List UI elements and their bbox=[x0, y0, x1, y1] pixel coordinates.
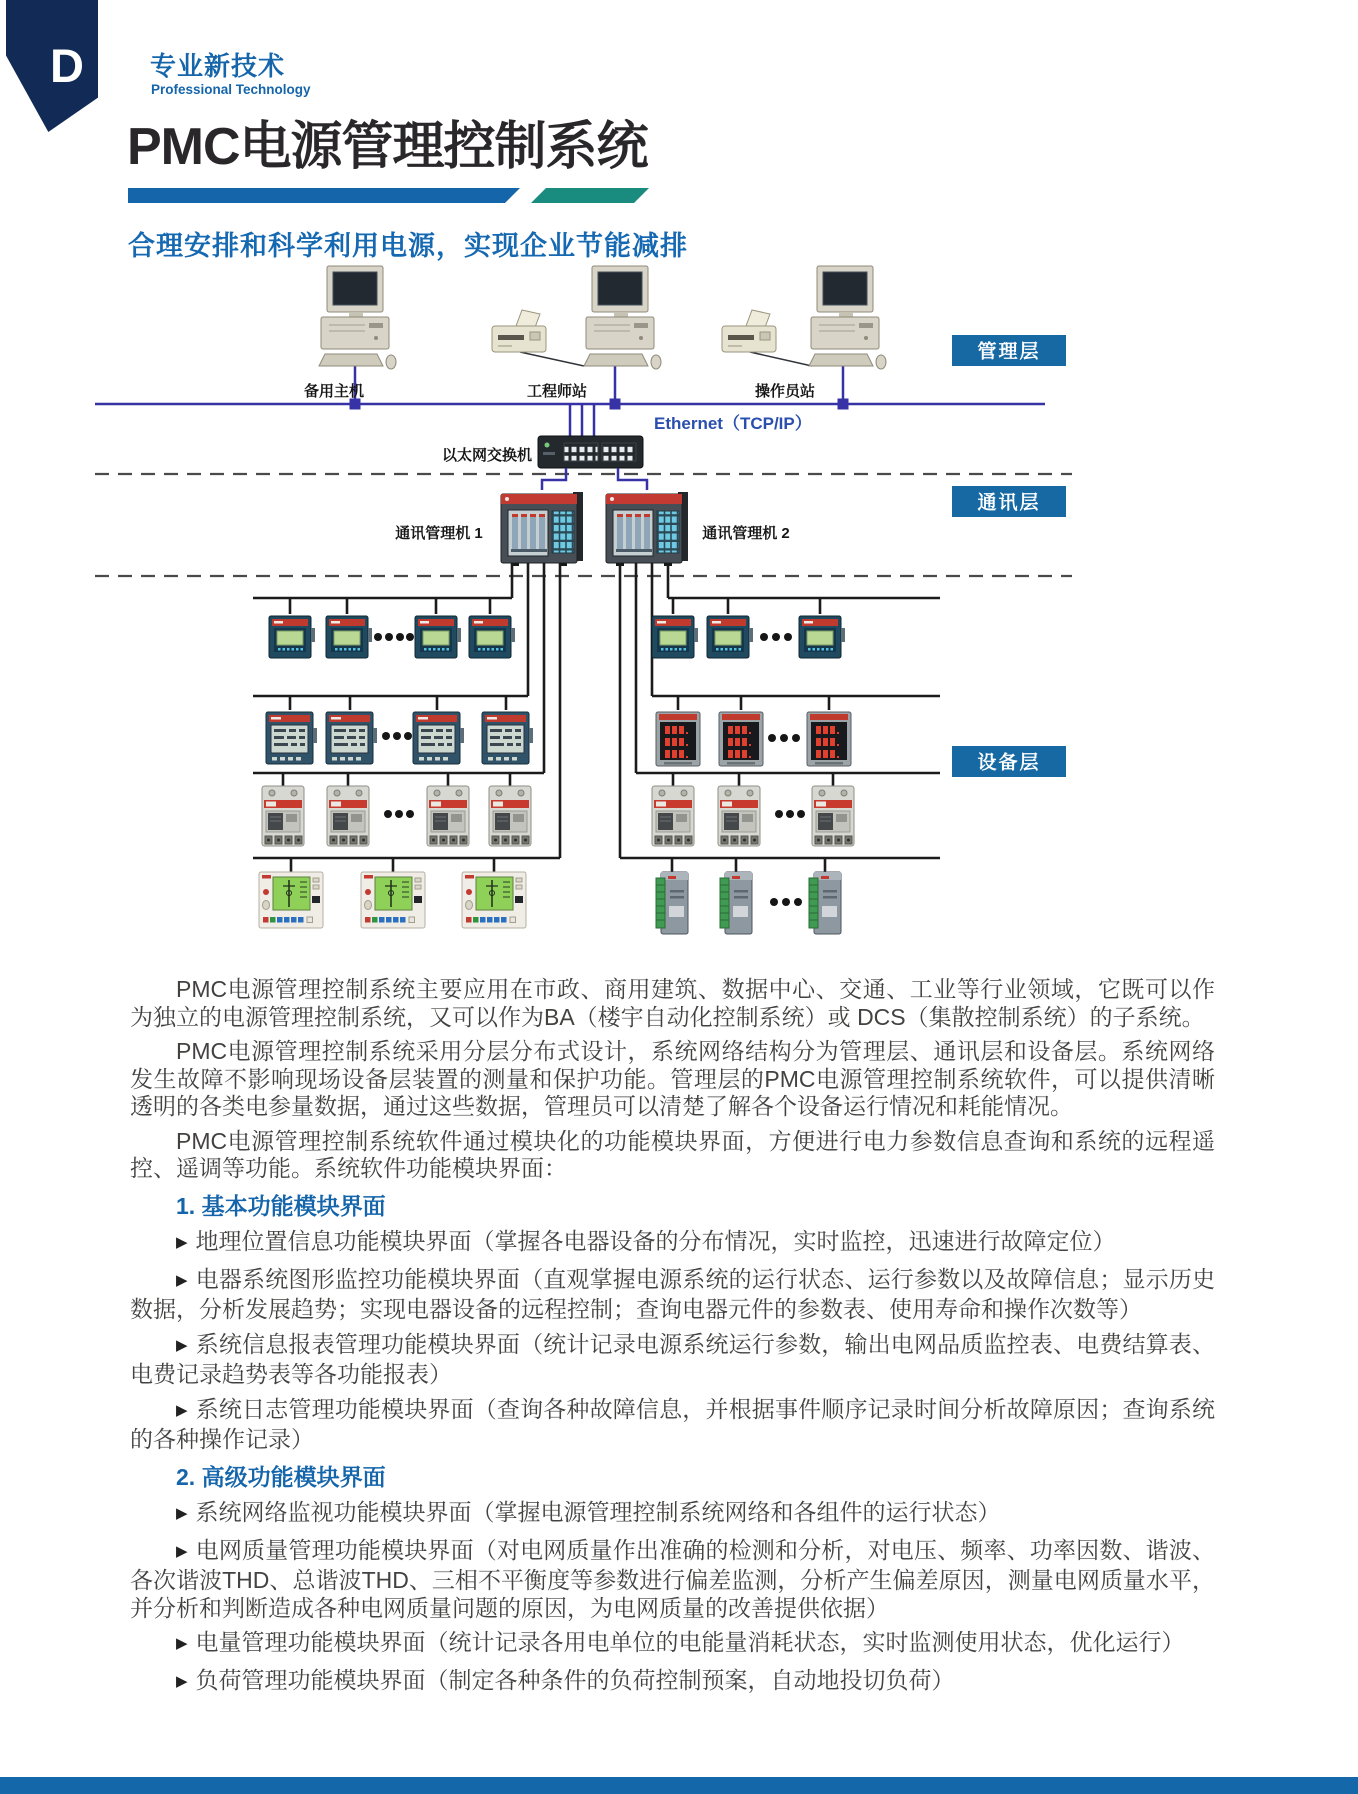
protection-relay-icon bbox=[462, 872, 526, 928]
triangle-bullet-icon: ▶ bbox=[176, 1672, 188, 1690]
management-layer bbox=[95, 266, 1045, 468]
printer-icon bbox=[492, 310, 546, 352]
layer-badges bbox=[952, 335, 1066, 777]
circuit-breaker-icon bbox=[718, 786, 760, 846]
power-meter-icon bbox=[469, 616, 515, 658]
triangle-bullet-icon: ▶ bbox=[176, 1336, 188, 1354]
circuit-breaker-icon bbox=[489, 786, 531, 846]
page-subtitle: 合理安排和科学利用电源，实现企业节能减排 bbox=[128, 231, 688, 261]
list-item-text: 电量管理功能模块界面（统计记录各用电单位的电能量消耗状态，实时监测使用状态，优化运行） bbox=[195, 1629, 1185, 1655]
section-heading-basic: 1. 基本功能模块界面 bbox=[176, 1192, 386, 1219]
circuit-breaker-icon bbox=[327, 786, 369, 846]
list-item-text: 系统信息报表管理功能模块界面（统计记录电源系统运行参数，输出电网品质监控表、电费结算表、电费记录趋势表等各功能报表） bbox=[130, 1330, 1216, 1387]
backup-host-label: 备用主机 bbox=[303, 383, 365, 400]
comm-manager-icon bbox=[501, 492, 583, 566]
protection-relay-icon bbox=[259, 872, 323, 928]
list-item-text: 电器系统图形监控功能模块界面（直观掌握电源系统的运行状态、运行参数以及故障信息；显示历史数据，分析发展趋势；实现电器设备的远程控制；查询电器元件的参数表、使用寿命和操作次数等） bbox=[130, 1265, 1216, 1322]
triangle-bullet-icon: ▶ bbox=[176, 1271, 188, 1289]
title-underline-blue bbox=[128, 188, 520, 203]
list-item-text: 负荷管理功能模块界面（制定各种条件的负荷控制预案，自动地投切负荷） bbox=[195, 1666, 955, 1693]
lcd-meter-icon bbox=[413, 712, 464, 764]
list-item bbox=[130, 1396, 1215, 1454]
comm-manager-1-label: 通讯管理机 1 bbox=[395, 525, 483, 542]
section-heading-advanced: 2. 高级功能模块界面 bbox=[176, 1463, 386, 1490]
management-layer-badge-label: 管理层 bbox=[977, 341, 1041, 363]
breaker-row bbox=[262, 773, 854, 846]
triangle-bullet-icon: ▶ bbox=[176, 1401, 188, 1419]
title-underline-teal bbox=[531, 188, 649, 203]
io-module-icon bbox=[809, 872, 841, 934]
io-module-icon bbox=[720, 872, 752, 934]
meter-row-multifunction bbox=[266, 696, 851, 766]
power-meter-icon bbox=[415, 616, 461, 658]
corner-letter: D bbox=[50, 39, 84, 92]
list-item bbox=[130, 1667, 1215, 1698]
protection-relay-icon bbox=[361, 872, 425, 928]
power-meter-icon bbox=[799, 616, 845, 658]
list-item bbox=[130, 1228, 1215, 1259]
paragraph: PMC电源管理控制系统软件通过模块化的功能模块界面，方便进行电力参数信息查询和系统的远程遥控、遥调等功能。系统软件功能模块界面： bbox=[130, 1127, 1215, 1181]
page-title: PMC电源管理控制系统 bbox=[127, 118, 648, 176]
article-body bbox=[130, 976, 1215, 1704]
lcd-meter-icon bbox=[266, 712, 317, 764]
circuit-breaker-icon bbox=[262, 786, 304, 846]
computer-icon bbox=[319, 266, 396, 369]
triangle-bullet-icon: ▶ bbox=[176, 1542, 188, 1560]
device-layer-badge-label: 设备层 bbox=[977, 752, 1041, 774]
power-meter-icon bbox=[269, 616, 315, 658]
communication-layer-badge-label: 通讯层 bbox=[977, 492, 1041, 514]
triangle-bullet-icon: ▶ bbox=[176, 1234, 188, 1251]
list-item bbox=[130, 1266, 1215, 1324]
list-item bbox=[130, 1537, 1215, 1623]
paragraph: PMC电源管理控制系统采用分层分布式设计，系统网络结构分为管理层、通讯层和设备层。系统网络发生故障不影响现场设备层装置的测量和保护功能。管理层的PMC电源管理控制系统软件，可以提供清晰透明的各类电参量数据，通过这些数据，管理员可以清楚了解各个设备运行情况和耗能情况。 bbox=[130, 1038, 1215, 1119]
computer-icon bbox=[809, 266, 886, 369]
led-meter-icon bbox=[719, 712, 763, 766]
lcd-meter-icon bbox=[326, 712, 377, 764]
power-meter-icon bbox=[707, 616, 753, 658]
list-item-text: 电网质量管理功能模块界面（对电网质量作出准确的检测和分析，对电压、频率、功率因数、谐波、各次谐波THD、总谐波THD、三相不平衡度等参数进行偏差监测，分析产生偏差原因，测量电网质量水平，并分析和判断造成各种电网质量问题的原因，为电网质量的改善提供依据） bbox=[130, 1536, 1216, 1621]
triangle-bullet-icon: ▶ bbox=[176, 1635, 188, 1652]
power-meter-icon bbox=[326, 616, 372, 658]
operator-station-label: 操作员站 bbox=[754, 383, 816, 400]
network-topology-diagram bbox=[88, 254, 1078, 954]
circuit-breaker-icon bbox=[652, 786, 694, 846]
io-module-icon bbox=[656, 872, 688, 934]
list-item bbox=[130, 1331, 1215, 1389]
comm-manager-2-label: 通讯管理机 2 bbox=[702, 525, 790, 542]
power-meter-icon bbox=[652, 616, 698, 658]
printer-icon bbox=[722, 310, 776, 352]
paragraph: PMC电源管理控制系统主要应用在市政、商用建筑、数据中心、交通、工业等行业领域，它既可以作为独立的电源管理控制系统，又可以作为BA（楼宇自动化控制系统）或 DCS（集散控制系统）的子系统。 bbox=[130, 976, 1215, 1030]
computer-icon bbox=[584, 266, 661, 369]
ethernet-switch-label: 以太网交换机 bbox=[441, 447, 532, 464]
device-layer bbox=[253, 598, 940, 934]
lcd-meter-icon bbox=[482, 712, 533, 764]
circuit-breaker-icon bbox=[427, 786, 469, 846]
triangle-bullet-icon: ▶ bbox=[176, 1505, 188, 1522]
comm-manager-icon bbox=[606, 492, 688, 566]
list-item-text: 系统日志管理功能模块界面（查询各种故障信息，并根据事件顺序记录时间分析故障原因；查询系统的各种操作记录） bbox=[130, 1395, 1216, 1452]
relay-io-row bbox=[259, 858, 841, 934]
ethernet-bus-label: Ethernet（TCP/IP） bbox=[654, 414, 812, 433]
footer-bar bbox=[0, 1777, 1358, 1794]
list-item-text: 系统网络监视功能模块界面（掌握电源管理控制系统网络和各组件的运行状态） bbox=[195, 1499, 1001, 1525]
meter-row-small bbox=[269, 598, 845, 658]
engineer-station-label: 工程师站 bbox=[526, 383, 588, 400]
led-meter-icon bbox=[656, 712, 700, 766]
led-meter-icon bbox=[807, 712, 851, 766]
brand-title: 专业新技术 bbox=[150, 51, 286, 81]
ethernet-switch-icon bbox=[538, 436, 643, 468]
circuit-breaker-icon bbox=[812, 786, 854, 846]
brand-subtitle: Professional Technology bbox=[151, 82, 311, 97]
list-item bbox=[130, 1499, 1215, 1530]
list-item-text: 地理位置信息功能模块界面（掌握各电器设备的分布情况，实时监控，迅速进行故障定位） bbox=[195, 1228, 1116, 1254]
list-item bbox=[130, 1629, 1215, 1660]
